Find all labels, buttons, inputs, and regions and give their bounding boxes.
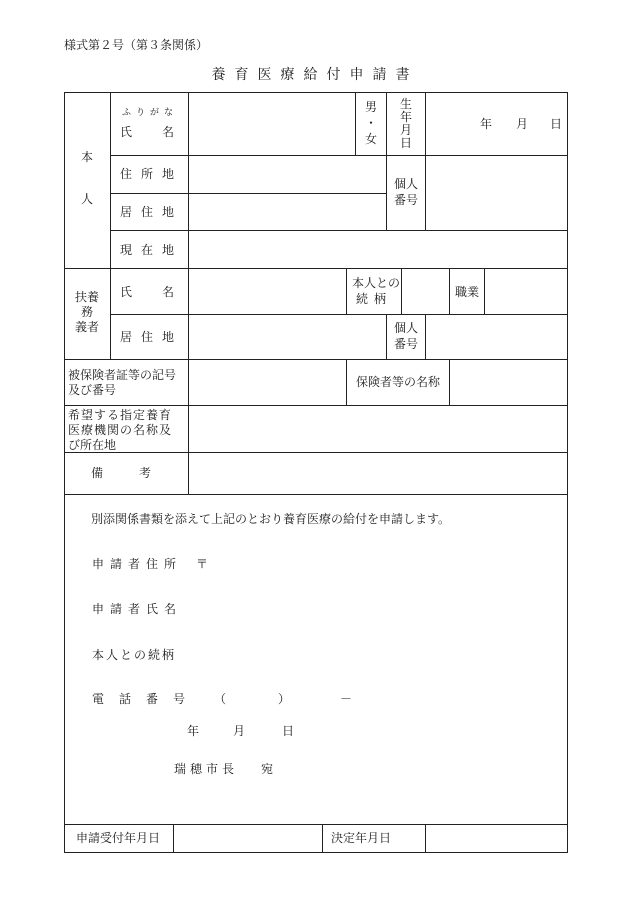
- address-label: 住所地: [120, 167, 184, 181]
- remarks-label: 備考: [91, 466, 188, 480]
- rule: [322, 824, 323, 853]
- form-number: 様式第２号（第３条関係）: [64, 38, 209, 52]
- institution-label-2: 医療機関の名称及: [68, 423, 173, 437]
- frame-right: [567, 92, 568, 853]
- date-year-unit: 年: [187, 724, 200, 738]
- institution-label-3: び所在地: [68, 438, 117, 452]
- frame-left: [64, 92, 65, 853]
- gender-dot: ・: [364, 116, 377, 130]
- rule: [401, 268, 402, 315]
- phone-open-paren: （: [214, 692, 227, 706]
- occupation-label: 職業: [455, 285, 480, 299]
- rule: [64, 824, 568, 825]
- addressee-city: 瑞穂市長: [174, 762, 239, 776]
- guardian-name-label: 氏名: [120, 285, 205, 299]
- insurance-card-label-1: 被保険者証等の記号: [68, 368, 177, 382]
- rule: [110, 314, 568, 315]
- relation-label-2: 続柄: [356, 292, 393, 306]
- applicant-mynumber-label-1: 個人: [394, 177, 419, 191]
- birthdate-label: 生年月日: [400, 97, 413, 150]
- applicant-relation-label: 本人との続柄: [92, 648, 177, 662]
- rule: [346, 359, 347, 406]
- applicant-label-2: 人: [81, 192, 94, 206]
- postal-mark: 〒: [196, 557, 209, 571]
- rule: [425, 824, 426, 853]
- insurance-card-label-2: 及び番号: [68, 383, 117, 397]
- rule: [173, 824, 174, 853]
- birth-month-unit: 月: [516, 117, 529, 131]
- guardian-mynumber-label-1: 個人: [394, 321, 419, 335]
- relation-label-1: 本人との: [352, 276, 401, 290]
- current-location-label: 現在地: [120, 243, 184, 257]
- rule: [110, 92, 111, 360]
- guardian-label-2: 務: [81, 305, 94, 319]
- rule: [64, 359, 568, 360]
- guardian-residence-label: 居住地: [120, 330, 184, 344]
- rule: [386, 92, 387, 156]
- addressee-suffix: 宛: [261, 762, 274, 776]
- rule: [64, 494, 568, 495]
- declaration-statement: 別添関係書類を添えて上記のとおり養育医療の給付を申請します。: [91, 512, 451, 526]
- birth-day-unit: 日: [550, 117, 563, 131]
- applicant-name-field-label: 申請者氏名: [92, 602, 183, 616]
- phone-close-paren: ）: [278, 692, 291, 706]
- rule: [386, 314, 387, 360]
- date-day-unit: 日: [282, 724, 295, 738]
- insurer-name-label: 保険者等の名称: [356, 375, 441, 389]
- rule: [386, 155, 387, 231]
- frame-top: [64, 92, 568, 93]
- gender-female: 女: [364, 132, 377, 146]
- rule: [425, 92, 426, 156]
- rule: [449, 359, 450, 406]
- institution-label-1: 希望する指定養育: [68, 408, 173, 422]
- applicant-name-label: 氏名: [120, 125, 205, 139]
- furigana-label: ふりがな: [122, 108, 179, 118]
- rule: [346, 268, 347, 315]
- guardian-label-3: 義者: [75, 320, 100, 334]
- phone-label: 電話番号: [92, 692, 201, 706]
- applicant-address-label: 申請者住所: [92, 557, 183, 571]
- birth-year-unit: 年: [480, 117, 493, 131]
- rule: [110, 193, 386, 194]
- rule: [449, 268, 450, 315]
- decision-date-label: 決定年月日: [331, 831, 392, 845]
- guardian-label-1: 扶養: [75, 290, 100, 304]
- rule: [425, 155, 426, 231]
- guardian-mynumber-label-2: 番号: [394, 337, 419, 351]
- rule: [484, 268, 485, 315]
- applicant-mynumber-label-2: 番号: [394, 193, 419, 207]
- phone-dash: －: [340, 692, 353, 706]
- rule: [425, 314, 426, 360]
- residence-label: 居住地: [120, 205, 184, 219]
- rule: [64, 268, 568, 269]
- form-title: 養育医療給付申請書: [211, 67, 419, 83]
- received-date-label: 申請受付年月日: [76, 831, 161, 845]
- rule: [64, 405, 568, 406]
- applicant-label-1: 本: [81, 150, 94, 164]
- rule: [110, 230, 568, 231]
- rule: [64, 452, 568, 453]
- frame-bottom: [64, 852, 568, 853]
- gender-male: 男: [364, 100, 377, 114]
- rule: [110, 155, 568, 156]
- date-month-unit: 月: [233, 724, 246, 738]
